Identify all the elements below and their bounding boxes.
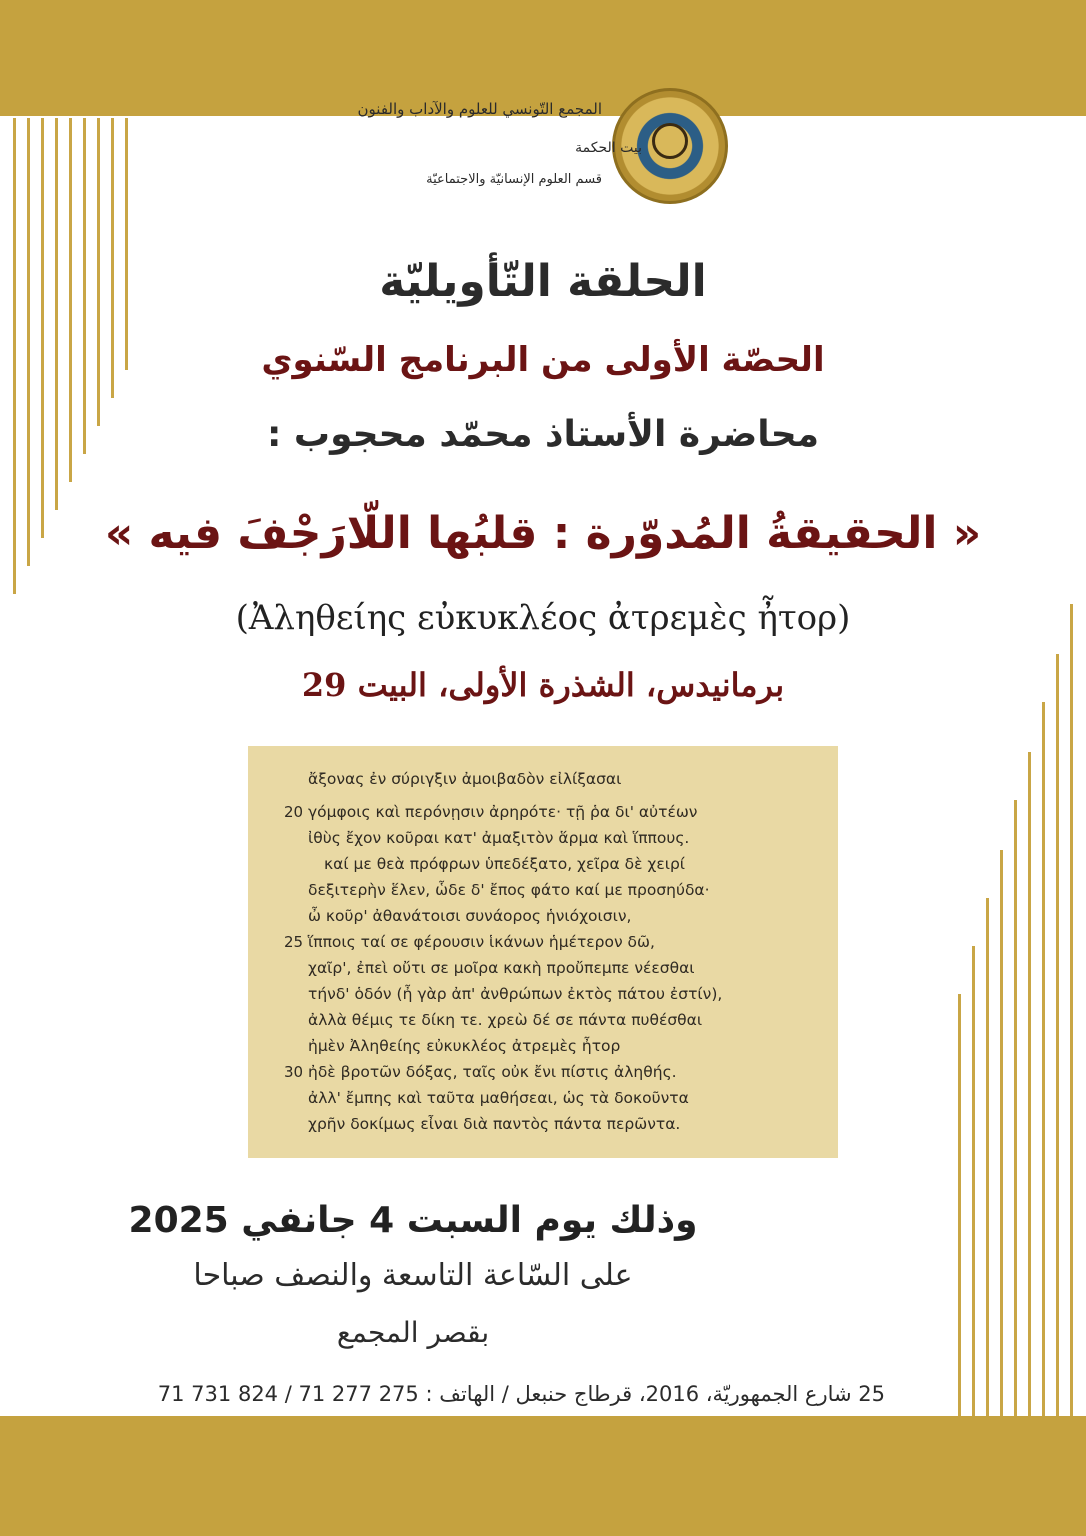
session-subtitle: الحصّة الأولى من البرنامج السّنوي — [261, 340, 825, 380]
line-number: 30 — [284, 1063, 304, 1081]
greek-line: καί με θεὰ πρόφρων ὑπεδέξατο, χεῖρα δὲ χειρί — [324, 855, 686, 873]
greek-line: ἄξονας ἐν σύριγξιν ἀμοιβαδὸν εἰλίξασαι — [308, 770, 622, 788]
greek-line: ἠδὲ βροτῶν δόξας, ταῖς οὐκ ἔνι πίστις ἀληθής. — [308, 1063, 677, 1081]
greek-title: (Ἀληθείης εὐκυκλέος ἀτρεμὲς ἦτορ) — [235, 598, 851, 638]
greek-line: ἵπποις ταί σε φέρουσιν ἱκάνων ἡμέτερον δῶ, — [308, 933, 655, 951]
lecture-title: « الحقيقةُ المُدوّرة : قلبُها اللّارَجْفَ فيه » — [104, 508, 982, 559]
top-gold-band — [0, 0, 1086, 116]
event-venue: بقصر المجمع — [336, 1316, 490, 1349]
bottom-gold-band — [0, 1416, 1086, 1536]
greek-line: χρῆν δοκίμως εἶναι διὰ παντὸς πάντα περῶντα. — [308, 1115, 681, 1133]
department-name: قسم العلوم الإنسانيّة والاجتماعيّة — [426, 172, 602, 187]
line-number: 20 — [284, 803, 304, 821]
greek-line: γόμφοις καὶ περόνῃσιν ἀρηρότε· τῇ ῥα δι' αὐτέων — [308, 803, 698, 821]
event-date: وذلك يوم السبت 4 جانفي 2025 — [128, 1200, 698, 1241]
institution-subtitle: بيت الحكمة — [575, 140, 642, 156]
greek-excerpt-panel — [248, 746, 838, 1158]
lecturer-line: محاضرة الأستاذ محمّد محجوب : — [266, 414, 820, 455]
address-footer: 25 شارع الجمهوريّة، 2016، قرطاج حنبعل / الهاتف : 275 277 71 / 824 731 71 — [157, 1382, 885, 1406]
greek-line: ἠμὲν Ἀληθείης εὐκυκλέος ἀτρεμὲς ἦτορ — [308, 1037, 621, 1055]
greek-line: τήνδ' ὁδόν (ἦ γὰρ ἀπ' ἀνθρώπων ἐκτὸς πάτου ἐστίν), — [308, 985, 723, 1003]
greek-line: δεξιτερὴν ἕλεν, ὧδε δ' ἔπος φάτο καί με προσηύδα· — [308, 881, 710, 899]
greek-line: ἰθὺς ἔχον κοῦραι κατ' ἀμαξιτὸν ἅρμα καὶ ἵππους. — [308, 829, 690, 847]
greek-line: ὦ κοῦρ' ἀθανάτοισι συνάορος ἡνιόχοισιν, — [308, 907, 632, 925]
greek-line: ἀλλ' ἔμπης καὶ ταῦτα μαθήσεαι, ὡς τὰ δοκοῦντα — [308, 1089, 689, 1107]
institution-name: المجمع التّونسي للعلوم والآداب والفنون — [357, 100, 602, 118]
series-title: الحلقة التّأويليّة — [379, 256, 707, 307]
event-time: على السّاعة التاسعة والنصف صباحا — [193, 1258, 633, 1293]
line-number: 25 — [284, 933, 304, 951]
greek-line: ἀλλὰ θέμις τε δίκη τε. χρεὼ δέ σε πάντα πυθέσθαι — [308, 1011, 703, 1029]
source-reference: برمانيدس، الشذرة الأولى، البيت 29 — [301, 666, 785, 704]
greek-line: χαῖρ', ἐπεὶ οὔτι σε μοῖρα κακὴ προὔπεμπε νέεσθαι — [308, 959, 695, 977]
